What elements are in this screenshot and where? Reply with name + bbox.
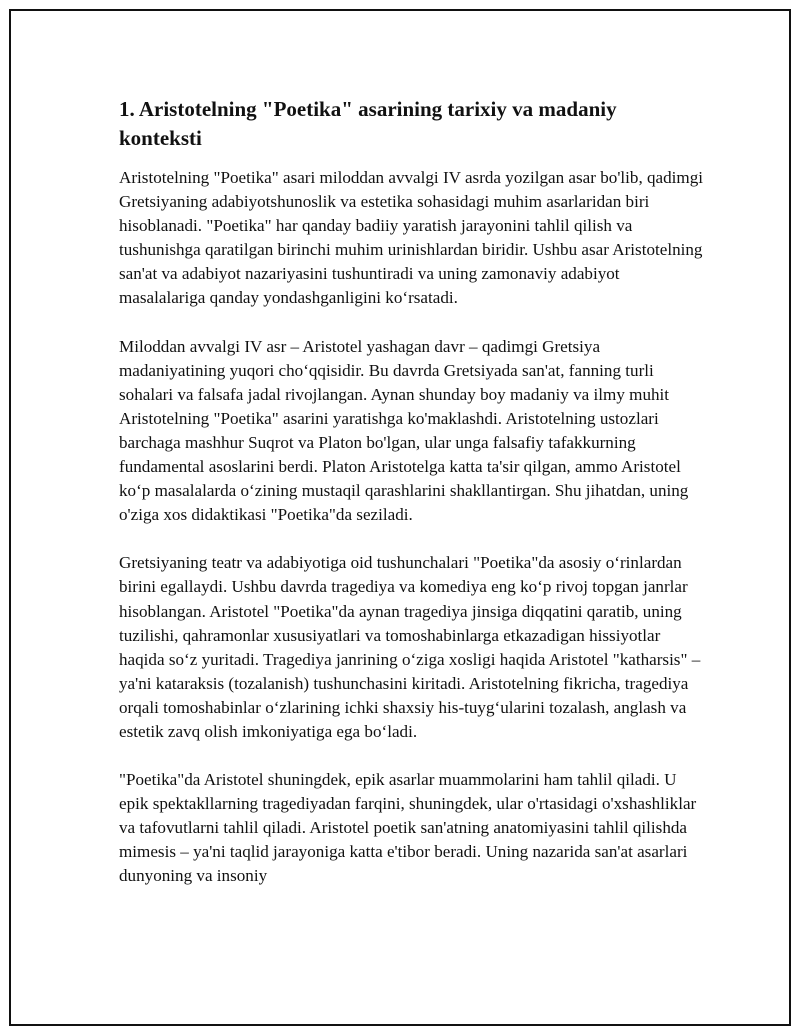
paragraph-3: Gretsiyaning teatr va adabiyotiga oid tushunchalari "Poetika"da asosiy o‘rinlardan birini egallaydi. Ushbu davrda tragediya va komediya eng ko‘p rivoj topgan janrlar hisoblangan. Aristotel "Poetika"da aynan tragediya jinsiga diqqatini qaratib, uning tuzilishi, qahramonlar xususiyatlari va tomoshabinlarga etkazadigan hissiyotlar haqida so‘z yuritadi. Tragediya janrining o‘ziga xosligi haqida Aristotel "katharsis" – ya'ni kataraksis (tozalanish) tushunchasini kiritadi. Aristotelning fikricha, tragediya orqali tomoshabinlar o‘zlarining ichki shaxsiy his-tuyg‘ularini tozalash, anglash va estetik zavq olish imkoniyatiga ega bo‘ladi. xyxy=(119,553,701,741)
paragraph-1: Aristotelning "Poetika" asari miloddan avvalgi IV asrda yozilgan asar bo'lib, qadimgi Gretsiyaning adabiyotshunoslik va estetika sohasidagi muhim asarlaridan biri hisoblanadi. "Poetika" har qanday badiiy yaratish jarayonini tahlil qilish va tushunishga qaratilgan birinchi muhim urinishlardan biridir. Ushbu asar Aristotelning san'at va adabiyot nazariyasini tushuntiradi va uning zamonaviy adabiyot masalalariga qanday yondashganligini ko‘rsatadi. xyxy=(119,168,704,308)
section-heading: 1. Aristotelning "Poetika" asarining tarixiy va madaniy konteksti xyxy=(119,97,617,150)
page-frame xyxy=(9,9,791,1026)
paragraph-4: "Poetika"da Aristotel shuningdek, epik asarlar muammolarini ham tahlil qiladi. U epik spektakllarning tragediyadan farqini, shuningdek, ular o'rtasidagi o'xshashliklar va tafovutlarni tahlil qiladi. Aristotel poetik san'atning anatomiyasini tahlil qilishda mimesis – ya'ni taqlid jarayoniga katta e'tibor beradi. Uning nazarida san'at asarlari dunyoning va insoniy xyxy=(119,770,697,886)
paragraph-2: Miloddan avvalgi IV asr – Aristotel yashagan davr – qadimgi Gretsiya madaniyatining yuqori cho‘qqisidir. Bu davrda Gretsiyada san'at, fanning turli sohalari va falsafa jadal rivojlangan. Aynan shunday boy madaniy va ilmy muhit Aristotelning "Poetika" asarini yaratishga ko'maklashdi. Aristotelning ustozlari barchaga mashhur Suqrot va Platon bo'lgan, ular unga falsafiy tafakkurning fundamental asoslarini berdi. Platon Aristotelga katta ta'sir qilgan, ammo Aristotel ko‘p masalalarda o‘zining mustaqil qarashlarini shakllantirgan. Shu jihatdan, uning o'ziga xos didaktikasi "Poetika"da seziladi. xyxy=(119,336,689,525)
document-body xyxy=(119,95,703,913)
